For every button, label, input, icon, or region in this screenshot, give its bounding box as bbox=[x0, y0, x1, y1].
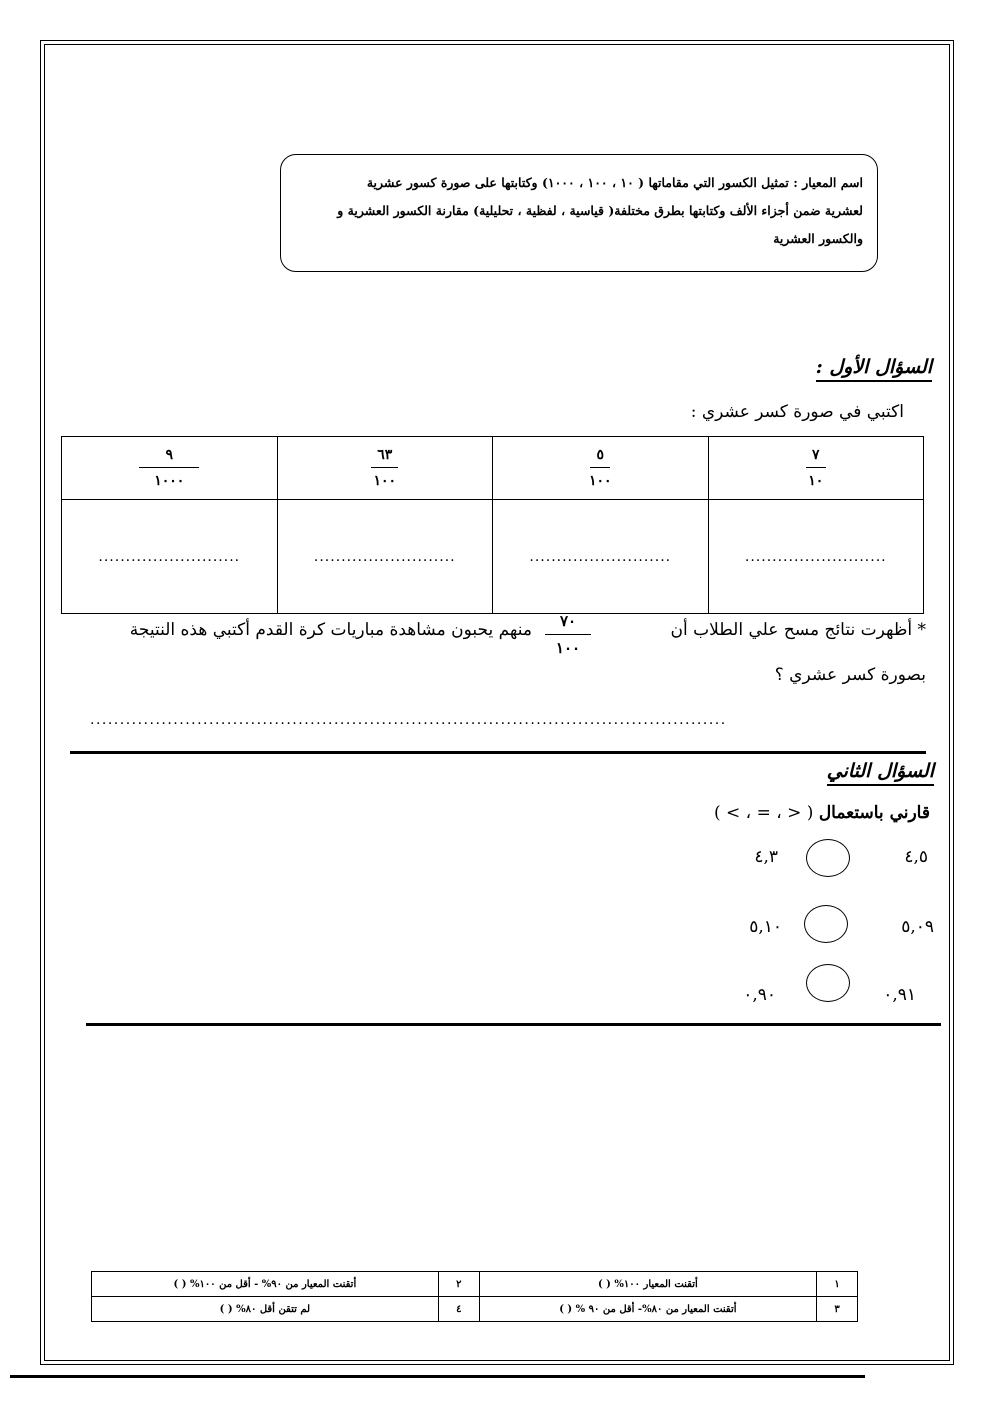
fraction-denominator: ١٠ bbox=[808, 473, 824, 489]
fraction-cell bbox=[62, 437, 278, 500]
fraction-denominator: ١٠٠ bbox=[373, 473, 397, 489]
fraction-denominator: ١٠٠٠ bbox=[154, 473, 185, 489]
mastery-legend-table bbox=[91, 1271, 858, 1322]
answer-line-dots[interactable]: ........................................................................................................... bbox=[90, 712, 727, 728]
question-2-title: السؤال الثاني bbox=[827, 760, 934, 786]
legend-number: ٤ bbox=[438, 1297, 479, 1322]
survey-text-middle: منهم يحبون مشاهدة مباريات كرة القدم أكتبي هذه النتيجة bbox=[129, 620, 532, 640]
standard-line-1: اسم المعيار : تمثيل الكسور التي مقاماتها ( ١٠ ، ١٠٠ ، ١٠٠٠) وكتابتها على صورة كسور عشرية bbox=[366, 175, 863, 190]
fraction-cell bbox=[277, 437, 493, 500]
compare-instruction: قارني باستعمال bbox=[818, 803, 930, 823]
standard-line-2: لعشرية ضمن أجزاء الألف وكتابتها بطرق مختلفة( قياسية ، لفظية ، تحليلية) مقارنة الكسور العشرية و bbox=[337, 203, 863, 218]
fraction-numerator: ٥ bbox=[590, 446, 610, 468]
question-2-instruction bbox=[714, 803, 930, 823]
survey-fraction-denominator: ١٠٠ bbox=[555, 639, 581, 657]
standard-box bbox=[280, 154, 878, 272]
comparison-right-value: ٥,٠٩ bbox=[901, 917, 934, 937]
legend-text: أتقنت المعيار من ٨٠%- أقل من ٩٠ % ( ) bbox=[479, 1297, 816, 1322]
section-divider bbox=[86, 1023, 941, 1026]
compare-symbols: ( < ، = ، > ) bbox=[714, 803, 814, 823]
comparison-left-value: ٥,١٠ bbox=[749, 917, 782, 937]
answer-dots: .......................... bbox=[98, 548, 241, 565]
answer-dots: .......................... bbox=[529, 548, 672, 565]
comparison-left-value: ٤,٣ bbox=[754, 847, 778, 867]
survey-text-question: بصورة كسر عشري ؟ bbox=[774, 665, 926, 685]
fraction-numerator: ٧ bbox=[806, 446, 826, 468]
fractions-table bbox=[61, 436, 924, 614]
fraction-cell bbox=[493, 437, 709, 500]
section-divider bbox=[70, 751, 926, 754]
survey-text-start: * أظهرت نتائج مسح علي الطلاب أن bbox=[670, 620, 926, 640]
fraction-cell bbox=[708, 437, 924, 500]
bottom-rule bbox=[10, 1375, 865, 1378]
answer-cell[interactable] bbox=[493, 500, 709, 614]
fraction-denominator: ١٠٠ bbox=[588, 473, 612, 489]
survey-fraction-numerator: ٧٠ bbox=[545, 612, 591, 635]
comparison-circle[interactable] bbox=[806, 964, 850, 1002]
answer-dots: .......................... bbox=[744, 548, 887, 565]
survey-fraction bbox=[545, 612, 591, 657]
legend-text: لم تتقن أقل ٨٠% ( ) bbox=[92, 1297, 439, 1322]
answer-cell[interactable] bbox=[62, 500, 278, 614]
legend-number: ٢ bbox=[438, 1272, 479, 1297]
comparison-circle[interactable] bbox=[804, 905, 848, 943]
comparison-right-value: ٠,٩١ bbox=[883, 985, 916, 1005]
fraction-numerator: ٦٣ bbox=[371, 446, 398, 468]
fraction-numerator: ٩ bbox=[139, 446, 199, 468]
comparison-circle[interactable] bbox=[806, 839, 850, 877]
legend-text: أتقنت المعيار من ٩٠% - أقل من ١٠٠% ( ) bbox=[92, 1272, 439, 1297]
answer-cell[interactable] bbox=[708, 500, 924, 614]
answer-cell[interactable] bbox=[277, 500, 493, 614]
legend-number: ٣ bbox=[817, 1297, 858, 1322]
comparison-left-value: ٠,٩٠ bbox=[743, 985, 776, 1005]
answer-dots: .......................... bbox=[313, 548, 456, 565]
comparison-right-value: ٤,٥ bbox=[904, 847, 928, 867]
standard-line-3: والكسور العشرية bbox=[773, 231, 863, 246]
legend-text: أتقنت المعيار ١٠٠% ( ) bbox=[479, 1272, 816, 1297]
question-1-instruction: اكتبي في صورة كسر عشري : bbox=[690, 402, 904, 422]
legend-number: ١ bbox=[817, 1272, 858, 1297]
question-1-title: السؤال الأول : bbox=[816, 356, 932, 382]
